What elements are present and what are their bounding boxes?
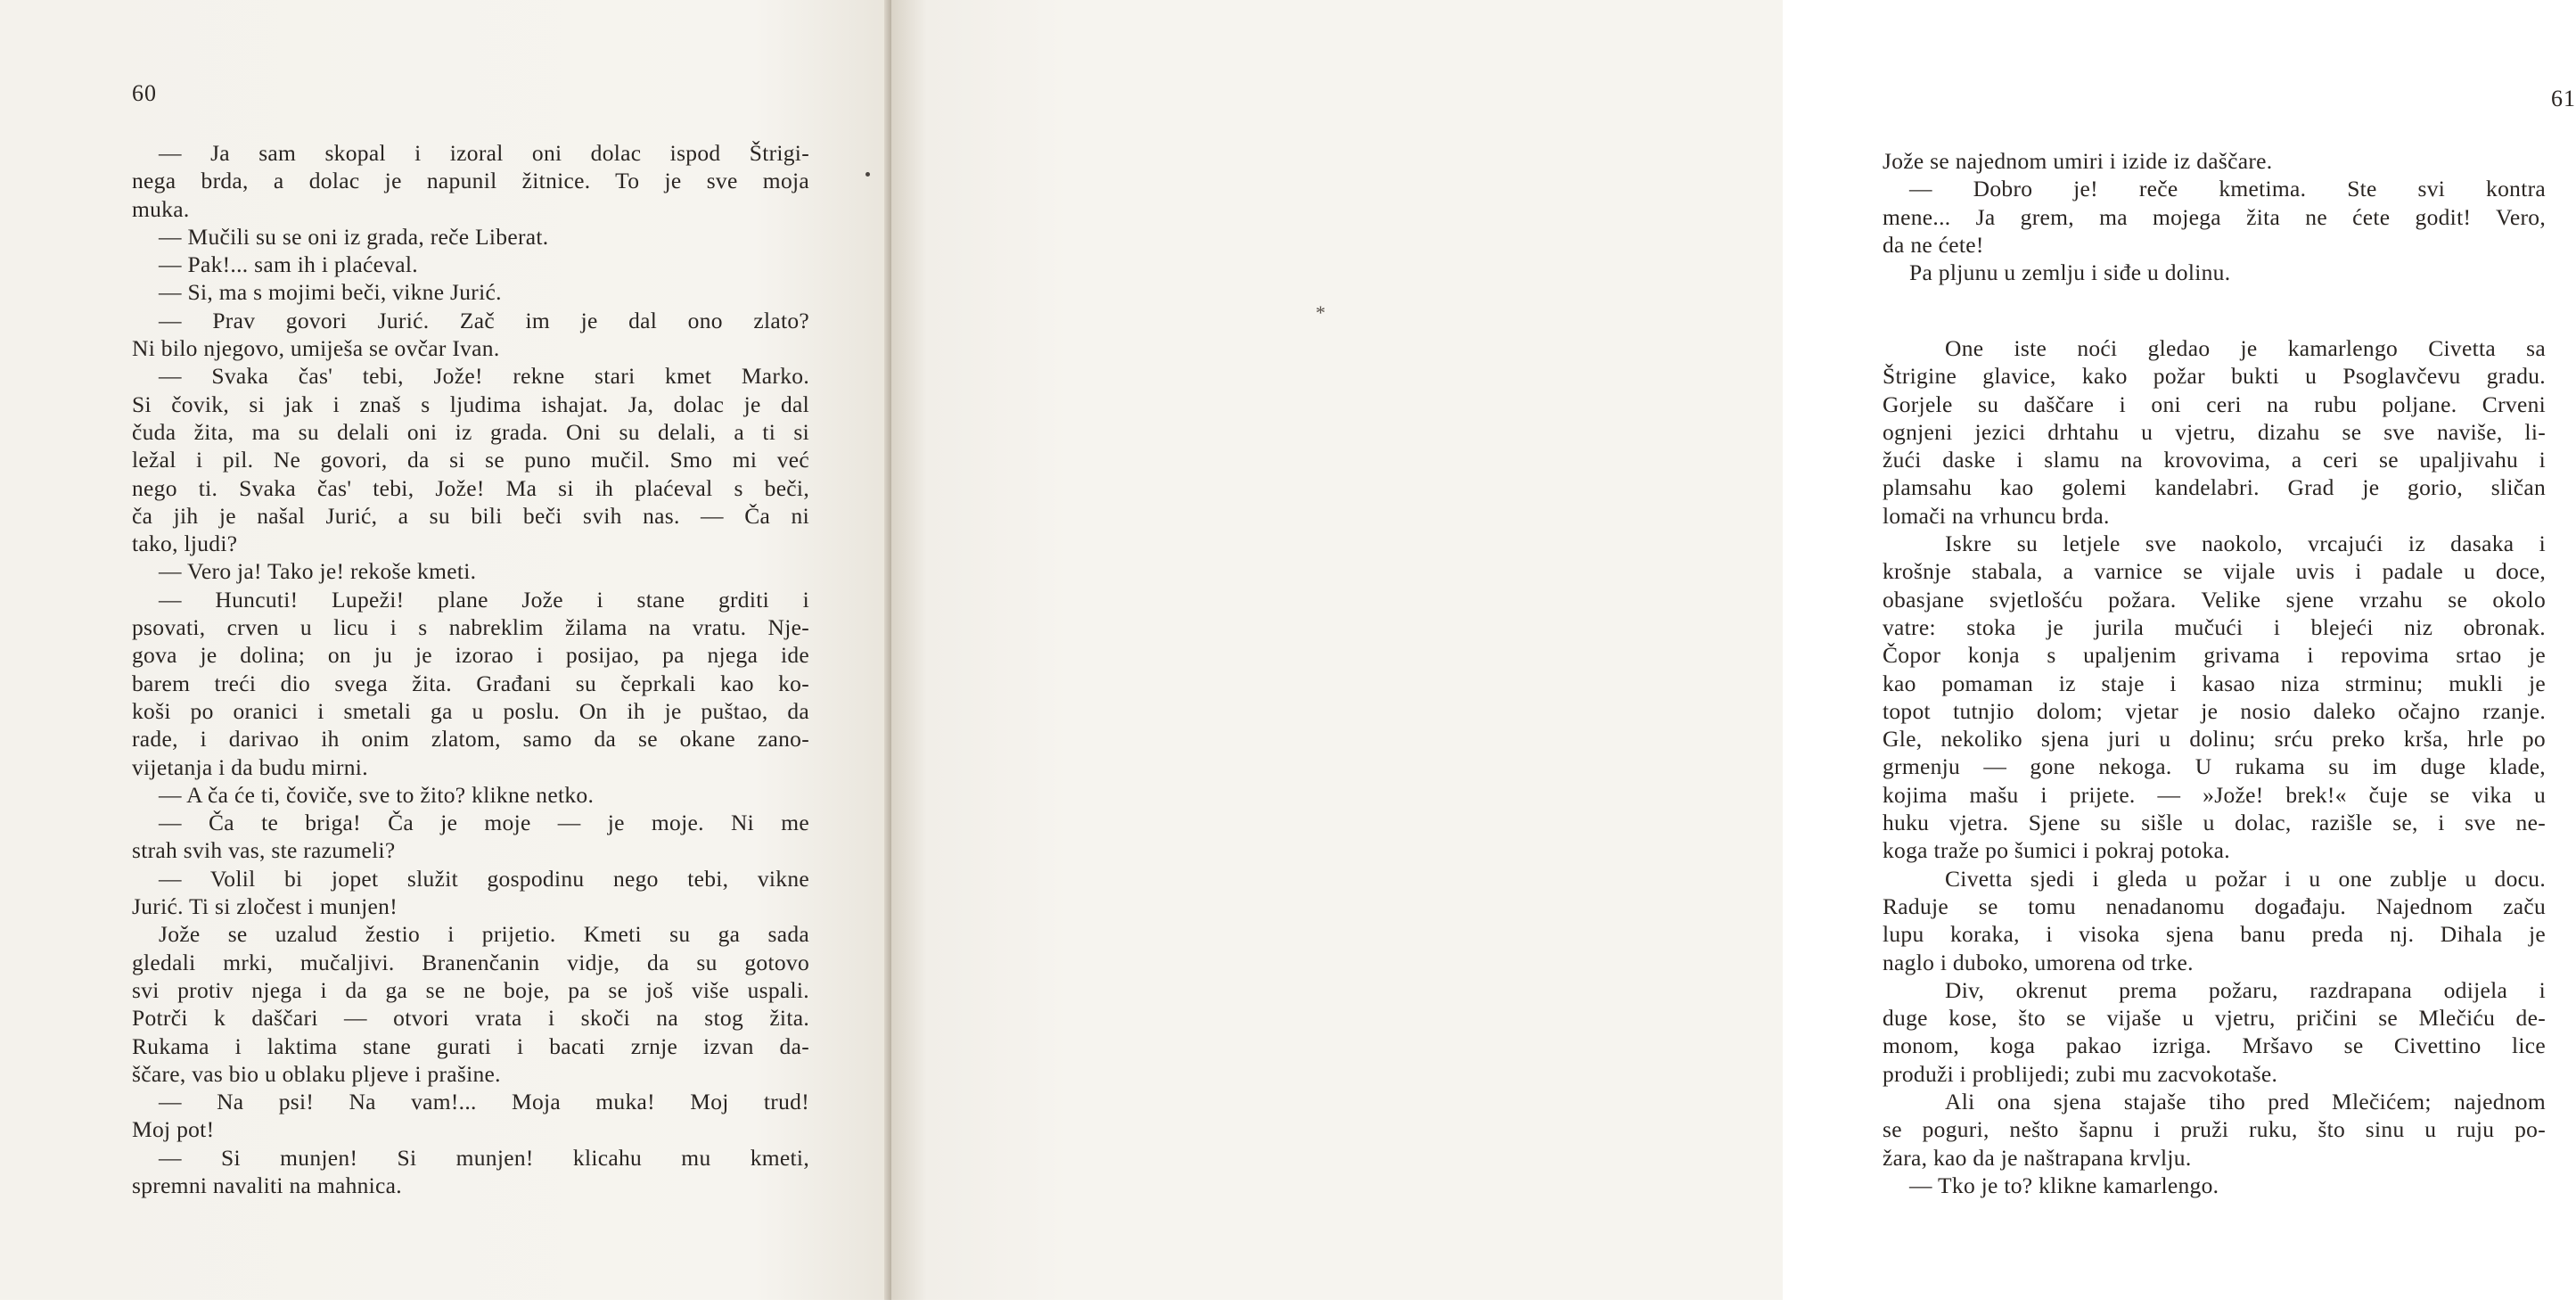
text-line: ščare, vas bio u oblaku pljeve i prašine. <box>132 1060 501 1087</box>
text-line: Raduje se tomu nenadanomu događaju. Najednom začu <box>1883 892 2546 919</box>
text-line: Si čovik, si jak i znaš s ljudima ishajat. Ja, dolac je dal <box>132 391 809 417</box>
text-line: barem treći dio svega žita. Građani su čeprkali kao ko- <box>132 670 809 696</box>
right-page <box>891 0 2576 1316</box>
text-line: — Volil bi jopet služit gospodinu nego tebi, vikne <box>159 865 809 892</box>
text-line: — Prav govori Jurić. Zač im je dal ono zlato? <box>159 307 809 333</box>
text-line: — Ča te briga! Ča je moje — je moje. Ni me <box>159 810 809 836</box>
text-line: spremni navaliti na mahnica. <box>132 1172 402 1198</box>
page-number-left: 60 <box>132 80 157 106</box>
text-line: Pa pljunu u zemlju i siđe u dolinu. <box>1909 259 2231 286</box>
text-line: rade, i darivao ih onim zlatom, samo da se okane zano- <box>132 726 809 753</box>
text-line: kojima mašu i prijete. — »Jože! brek!« čuje se vika u <box>1883 781 2546 808</box>
text-line: psovati, crven u licu i s nabreklim žilama na vratu. Nje- <box>132 614 809 641</box>
text-line: Jože se uzalud žestio i prijetio. Kmeti su ga sada <box>159 921 809 948</box>
text-line: — Mučili su se oni iz grada, reče Liberat. <box>159 223 549 250</box>
text-line: — Ja sam skopal i izoral oni dolac ispod Štrigi- <box>159 140 809 166</box>
text-line: se poguri, nešto šapnu i pruži ruku, što sinu u ruju po- <box>1883 1116 2546 1143</box>
text-line: Jože se najednom umiri i izide iz daščare. <box>1883 148 2273 174</box>
text-line: One iste noći gledao je kamarlengo Civetta sa <box>1945 335 2546 361</box>
text-line: lomači na vrhuncu brda. <box>1883 502 2110 529</box>
text-line: strah svih vas, ste razumeli? <box>132 837 396 864</box>
text-line: Civetta sjedi i gleda u požar i u one zublje u docu. <box>1945 865 2546 892</box>
text-line: žara, kao da je naštrapana krvlju. <box>1883 1144 2192 1171</box>
text-line: vijetanja i da budu mirni. <box>132 753 368 780</box>
text-line: Jurić. Ti si zločest i munjen! <box>132 893 398 920</box>
text-line: koga traže po šumici i pokraj potoka. <box>1883 837 2230 864</box>
text-line: ognjeni jezici drhtahu u vjetru, dizahu se sve naviše, li- <box>1883 418 2546 445</box>
text-line: — A ča će ti, čoviče, sve to žito? klikne netko. <box>159 781 595 808</box>
text-line: žući daske i slamu na krovovima, a ceri se upaljivahu i <box>1883 447 2546 473</box>
right-page-text-top <box>1883 147 2546 286</box>
text-line: Iskre su letjele sve naokolo, vrcajući iz dasaka i <box>1945 531 2546 557</box>
text-line: — Si, ma s mojimi beči, vikne Jurić. <box>159 279 502 306</box>
text-line: plamsahu kao golemi kandelabri. Grad je gorio, sličan <box>1883 474 2546 501</box>
text-line: — Na psi! Na vam!... Moja muka! Moj trud! <box>159 1089 809 1115</box>
right-page-text-bottom <box>1883 334 2546 1199</box>
text-line: Čopor konja s upaljenim grivama i repovima srtao je <box>1883 642 2546 669</box>
text-line: topot tutnjio dolom; vjetar je nosio daleko očajno rzanje. <box>1883 697 2546 724</box>
text-line: Gorjele su daščare i oni ceri na rubu poljane. Crveni <box>1883 391 2546 417</box>
text-line: muka. <box>132 195 190 222</box>
text-line: monom, koga pakao izriga. Mršavo se Civettino lice <box>1883 1032 2546 1059</box>
page-bottom-edge <box>0 1300 1783 1316</box>
text-line: Rukama i laktima stane gurati i bacati zrnje izvan da- <box>132 1032 809 1059</box>
text-line: — Huncuti! Lupeži! plane Jože i stane grditi i <box>159 586 809 613</box>
text-line: — Vero ja! Tako je! rekoše kmeti. <box>159 558 477 585</box>
text-line: tako, ljudi? <box>132 531 238 557</box>
text-line: kao pomaman iz staje i kasao niza strminu; mukli je <box>1883 670 2546 696</box>
text-line: čuda žita, ma su delali oni iz grada. Oni su delali, a ti si <box>132 418 809 445</box>
text-line: naglo i duboko, umorena od trke. <box>1883 949 2194 975</box>
text-line: produži i problijedi; zubi mu zacvokotaše. <box>1883 1060 2278 1087</box>
section-separator: * <box>1316 301 1325 324</box>
text-line: Ali ona sjena stajaše tiho pred Mlečićem; najednom <box>1945 1089 2546 1115</box>
left-page-text <box>132 139 809 1199</box>
text-line: vatre: stoka je jurila mučući i blejeći niz obronak. <box>1883 613 2546 640</box>
text-line: koši po oranici i smetali ga u poslu. On ih je puštao, da <box>132 697 809 724</box>
text-line: huku vjetra. Sjene su sišle u dolac, razišle se, i sve ne- <box>1883 810 2546 836</box>
text-line: — Svaka čas' tebi, Jože! rekne stari kmet Marko. <box>159 363 809 390</box>
text-line: ležal i pil. Ne govori, da si se puno mučil. Smo mi već <box>132 447 809 473</box>
text-line: nega brda, a dolac je napunil žitnice. To je sve moja <box>132 168 809 194</box>
text-line: grmenju — gone nekoga. U rukama su im duge klade, <box>1883 753 2546 780</box>
text-line: krošnje stabala, a varnice se vijale uvis i padale u doce, <box>1883 558 2546 585</box>
text-line: gledali mrki, mučaljivi. Branenčanin vidje, da su gotovo <box>132 949 809 975</box>
text-line: Štrigine glavice, kako požar bukti u Psoglavčevu gradu. <box>1883 363 2546 390</box>
text-line: duge kose, što se vijaše u vjetru, pričini se Mlečiću de- <box>1883 1005 2546 1032</box>
text-line: Potrči k daščari — otvori vrata i skoči na stog žita. <box>132 1005 809 1032</box>
text-line: lupu koraka, i visoka sjena banu preda nj. Dihala je <box>1883 921 2546 948</box>
text-line: gova je dolina; on ju je izorao i posijao, pa njega ide <box>132 642 809 669</box>
text-line: — Dobro je! reče kmetima. Ste svi kontra <box>1909 176 2546 202</box>
text-line: Div, okrenut prema požaru, razdrapana odijela i <box>1945 976 2546 1003</box>
text-line: nego ti. Svaka čas' tebi, Jože! Ma si ih plaćeval s beči, <box>132 474 809 501</box>
text-line: — Tko je to? klikne kamarlengo. <box>1909 1172 2219 1198</box>
page-number-right: 61 <box>2551 86 2576 111</box>
text-line: ča jih je našal Jurić, a su bili beči svih nas. — Ča ni <box>132 502 809 529</box>
text-line: Moj pot! <box>132 1116 215 1143</box>
text-line: obasjane svjetlošću požara. Velike sjene vrzahu se okolo <box>1883 586 2546 613</box>
text-line: svi protiv njega i da ga se ne boje, pa se još više uspali. <box>132 976 809 1003</box>
text-line: mene... Ja grem, ma mojega žita ne ćete godit! Vero, <box>1883 203 2546 230</box>
text-line: da ne ćete! <box>1883 231 1984 258</box>
left-page <box>0 0 888 1316</box>
ink-speck <box>866 172 870 177</box>
text-line: Gle, nekoliko sjena juri u dolinu; srću preko krša, hrle po <box>1883 726 2546 753</box>
text-line: — Si munjen! Si munjen! klicahu mu kmeti, <box>159 1144 809 1171</box>
text-line: — Pak!... sam ih i plaćeval. <box>159 251 418 278</box>
text-line: Ni bilo njegovo, umiješa se ovčar Ivan. <box>132 335 500 362</box>
